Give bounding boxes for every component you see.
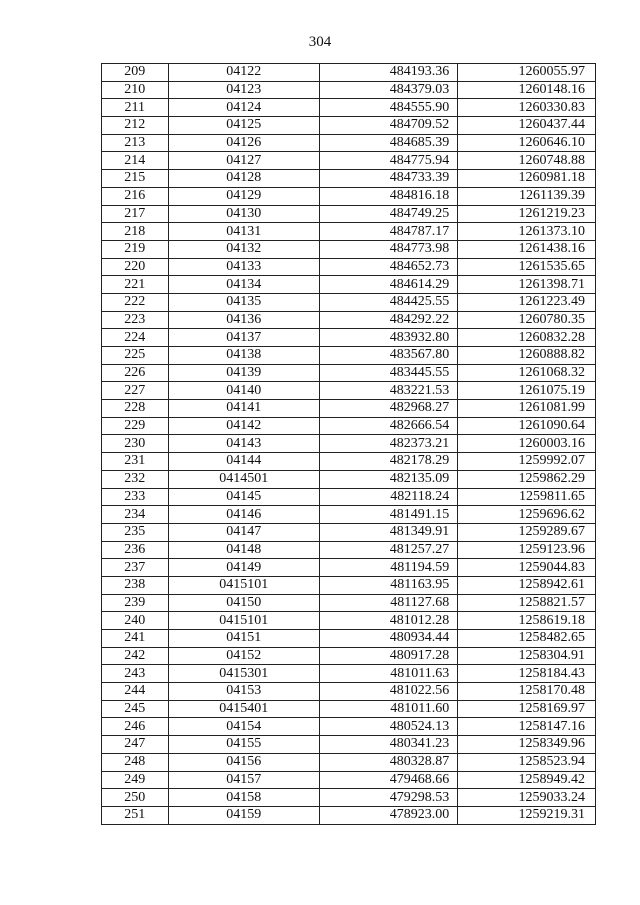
- y-coordinate-cell: 1260646.10: [458, 134, 596, 152]
- table-row: [102, 117, 596, 135]
- point-code-cell: 04125: [168, 117, 319, 135]
- point-code-cell: 04129: [168, 187, 319, 205]
- y-coordinate-cell: 1261090.64: [458, 417, 596, 435]
- x-coordinate-cell: 478923.00: [320, 806, 458, 824]
- table-row: [102, 753, 596, 771]
- y-coordinate-cell: 1260148.16: [458, 81, 596, 99]
- point-index-cell: 224: [102, 329, 169, 347]
- table-row: [102, 789, 596, 807]
- table-row: [102, 506, 596, 524]
- point-code-cell: 0415101: [168, 612, 319, 630]
- coordinates-table-body: [102, 64, 596, 825]
- x-coordinate-cell: 480341.23: [320, 736, 458, 754]
- point-index-cell: 233: [102, 488, 169, 506]
- point-index-cell: 209: [102, 64, 169, 82]
- point-index-cell: 239: [102, 594, 169, 612]
- y-coordinate-cell: 1260748.88: [458, 152, 596, 170]
- point-code-cell: 04126: [168, 134, 319, 152]
- point-index-cell: 222: [102, 293, 169, 311]
- point-index-cell: 245: [102, 700, 169, 718]
- point-code-cell: 04152: [168, 647, 319, 665]
- point-index-cell: 238: [102, 576, 169, 594]
- x-coordinate-cell: 483221.53: [320, 382, 458, 400]
- x-coordinate-cell: 484816.18: [320, 187, 458, 205]
- y-coordinate-cell: 1258523.94: [458, 753, 596, 771]
- point-code-cell: 0414501: [168, 470, 319, 488]
- point-code-cell: 04132: [168, 240, 319, 258]
- point-code-cell: 04158: [168, 789, 319, 807]
- table-row: [102, 417, 596, 435]
- y-coordinate-cell: 1260055.97: [458, 64, 596, 82]
- x-coordinate-cell: 484733.39: [320, 170, 458, 188]
- point-index-cell: 249: [102, 771, 169, 789]
- point-code-cell: 04123: [168, 81, 319, 99]
- y-coordinate-cell: 1259992.07: [458, 453, 596, 471]
- y-coordinate-cell: 1259219.31: [458, 806, 596, 824]
- table-row: [102, 718, 596, 736]
- x-coordinate-cell: 481011.63: [320, 665, 458, 683]
- point-code-cell: 04143: [168, 435, 319, 453]
- x-coordinate-cell: 480524.13: [320, 718, 458, 736]
- point-code-cell: 04140: [168, 382, 319, 400]
- point-index-cell: 234: [102, 506, 169, 524]
- point-index-cell: 250: [102, 789, 169, 807]
- x-coordinate-cell: 481022.56: [320, 683, 458, 701]
- y-coordinate-cell: 1261373.10: [458, 223, 596, 241]
- point-code-cell: 04128: [168, 170, 319, 188]
- point-code-cell: 04133: [168, 258, 319, 276]
- y-coordinate-cell: 1259044.83: [458, 559, 596, 577]
- x-coordinate-cell: 484193.36: [320, 64, 458, 82]
- point-index-cell: 236: [102, 541, 169, 559]
- x-coordinate-cell: 481011.60: [320, 700, 458, 718]
- x-coordinate-cell: 483932.80: [320, 329, 458, 347]
- y-coordinate-cell: 1260832.28: [458, 329, 596, 347]
- point-code-cell: 04137: [168, 329, 319, 347]
- table-row: [102, 64, 596, 82]
- y-coordinate-cell: 1258349.96: [458, 736, 596, 754]
- x-coordinate-cell: 482373.21: [320, 435, 458, 453]
- x-coordinate-cell: 484685.39: [320, 134, 458, 152]
- y-coordinate-cell: 1259123.96: [458, 541, 596, 559]
- point-code-cell: 04155: [168, 736, 319, 754]
- table-row: [102, 470, 596, 488]
- point-index-cell: 251: [102, 806, 169, 824]
- x-coordinate-cell: 484379.03: [320, 81, 458, 99]
- y-coordinate-cell: 1260888.82: [458, 347, 596, 365]
- point-index-cell: 218: [102, 223, 169, 241]
- point-index-cell: 248: [102, 753, 169, 771]
- x-coordinate-cell: 482118.24: [320, 488, 458, 506]
- y-coordinate-cell: 1258942.61: [458, 576, 596, 594]
- point-code-cell: 04122: [168, 64, 319, 82]
- y-coordinate-cell: 1261398.71: [458, 276, 596, 294]
- page-number: 304: [308, 34, 332, 50]
- x-coordinate-cell: 482178.29: [320, 453, 458, 471]
- y-coordinate-cell: 1260437.44: [458, 117, 596, 135]
- x-coordinate-cell: 479298.53: [320, 789, 458, 807]
- table-row: [102, 329, 596, 347]
- table-row: [102, 258, 596, 276]
- point-code-cell: 04124: [168, 99, 319, 117]
- point-index-cell: 214: [102, 152, 169, 170]
- point-code-cell: 04147: [168, 523, 319, 541]
- point-code-cell: 04142: [168, 417, 319, 435]
- table-row: [102, 205, 596, 223]
- y-coordinate-cell: 1260330.83: [458, 99, 596, 117]
- y-coordinate-cell: 1259862.29: [458, 470, 596, 488]
- point-code-cell: 04159: [168, 806, 319, 824]
- point-code-cell: 04146: [168, 506, 319, 524]
- table-row: [102, 134, 596, 152]
- point-index-cell: 228: [102, 400, 169, 418]
- point-code-cell: 04149: [168, 559, 319, 577]
- point-code-cell: 04134: [168, 276, 319, 294]
- x-coordinate-cell: 481491.15: [320, 506, 458, 524]
- table-row: [102, 311, 596, 329]
- point-code-cell: 0415401: [168, 700, 319, 718]
- point-index-cell: 225: [102, 347, 169, 365]
- table-row: [102, 594, 596, 612]
- point-index-cell: 211: [102, 99, 169, 117]
- point-index-cell: 242: [102, 647, 169, 665]
- point-index-cell: 210: [102, 81, 169, 99]
- x-coordinate-cell: 484555.90: [320, 99, 458, 117]
- table-row: [102, 364, 596, 382]
- x-coordinate-cell: 481349.91: [320, 523, 458, 541]
- x-coordinate-cell: 484749.25: [320, 205, 458, 223]
- table-row: [102, 435, 596, 453]
- table-row: [102, 400, 596, 418]
- point-code-cell: 04127: [168, 152, 319, 170]
- point-index-cell: 215: [102, 170, 169, 188]
- point-code-cell: 04141: [168, 400, 319, 418]
- point-code-cell: 04151: [168, 630, 319, 648]
- x-coordinate-cell: 480328.87: [320, 753, 458, 771]
- point-index-cell: 237: [102, 559, 169, 577]
- point-index-cell: 219: [102, 240, 169, 258]
- table-row: [102, 293, 596, 311]
- point-index-cell: 223: [102, 311, 169, 329]
- y-coordinate-cell: 1261139.39: [458, 187, 596, 205]
- point-index-cell: 232: [102, 470, 169, 488]
- coordinates-table: [101, 63, 596, 825]
- point-index-cell: 246: [102, 718, 169, 736]
- point-code-cell: 04150: [168, 594, 319, 612]
- y-coordinate-cell: 1259696.62: [458, 506, 596, 524]
- point-code-cell: 04135: [168, 293, 319, 311]
- y-coordinate-cell: 1261068.32: [458, 364, 596, 382]
- table-row: [102, 152, 596, 170]
- y-coordinate-cell: 1259033.24: [458, 789, 596, 807]
- y-coordinate-cell: 1261081.99: [458, 400, 596, 418]
- y-coordinate-cell: 1258821.57: [458, 594, 596, 612]
- point-index-cell: 243: [102, 665, 169, 683]
- point-code-cell: 04138: [168, 347, 319, 365]
- point-index-cell: 244: [102, 683, 169, 701]
- y-coordinate-cell: 1260003.16: [458, 435, 596, 453]
- point-code-cell: 04157: [168, 771, 319, 789]
- y-coordinate-cell: 1259811.65: [458, 488, 596, 506]
- x-coordinate-cell: 479468.66: [320, 771, 458, 789]
- y-coordinate-cell: 1258170.48: [458, 683, 596, 701]
- x-coordinate-cell: 481194.59: [320, 559, 458, 577]
- table-row: [102, 665, 596, 683]
- x-coordinate-cell: 484787.17: [320, 223, 458, 241]
- y-coordinate-cell: 1258169.97: [458, 700, 596, 718]
- point-index-cell: 212: [102, 117, 169, 135]
- y-coordinate-cell: 1261438.16: [458, 240, 596, 258]
- y-coordinate-cell: 1258304.91: [458, 647, 596, 665]
- point-code-cell: 04148: [168, 541, 319, 559]
- point-code-cell: 04154: [168, 718, 319, 736]
- y-coordinate-cell: 1261223.49: [458, 293, 596, 311]
- x-coordinate-cell: 480917.28: [320, 647, 458, 665]
- table-row: [102, 81, 596, 99]
- point-code-cell: 04156: [168, 753, 319, 771]
- x-coordinate-cell: 484709.52: [320, 117, 458, 135]
- point-index-cell: 235: [102, 523, 169, 541]
- x-coordinate-cell: 481012.28: [320, 612, 458, 630]
- y-coordinate-cell: 1258949.42: [458, 771, 596, 789]
- table-row: [102, 382, 596, 400]
- table-row: [102, 630, 596, 648]
- x-coordinate-cell: 484775.94: [320, 152, 458, 170]
- y-coordinate-cell: 1261219.23: [458, 205, 596, 223]
- x-coordinate-cell: 481127.68: [320, 594, 458, 612]
- point-index-cell: 231: [102, 453, 169, 471]
- y-coordinate-cell: 1258184.43: [458, 665, 596, 683]
- point-index-cell: 216: [102, 187, 169, 205]
- point-code-cell: 04130: [168, 205, 319, 223]
- point-index-cell: 240: [102, 612, 169, 630]
- y-coordinate-cell: 1260981.18: [458, 170, 596, 188]
- x-coordinate-cell: 480934.44: [320, 630, 458, 648]
- x-coordinate-cell: 484292.22: [320, 311, 458, 329]
- x-coordinate-cell: 482666.54: [320, 417, 458, 435]
- table-row: [102, 240, 596, 258]
- x-coordinate-cell: 483445.55: [320, 364, 458, 382]
- y-coordinate-cell: 1260780.35: [458, 311, 596, 329]
- y-coordinate-cell: 1258619.18: [458, 612, 596, 630]
- point-index-cell: 241: [102, 630, 169, 648]
- y-coordinate-cell: 1258147.16: [458, 718, 596, 736]
- table-row: [102, 99, 596, 117]
- x-coordinate-cell: 481257.27: [320, 541, 458, 559]
- table-row: [102, 347, 596, 365]
- point-index-cell: 247: [102, 736, 169, 754]
- point-code-cell: 04145: [168, 488, 319, 506]
- table-row: [102, 736, 596, 754]
- y-coordinate-cell: 1259289.67: [458, 523, 596, 541]
- table-row: [102, 187, 596, 205]
- x-coordinate-cell: 483567.80: [320, 347, 458, 365]
- table-row: [102, 523, 596, 541]
- table-row: [102, 806, 596, 824]
- point-code-cell: 04136: [168, 311, 319, 329]
- y-coordinate-cell: 1258482.65: [458, 630, 596, 648]
- point-code-cell: 04131: [168, 223, 319, 241]
- point-code-cell: 0415301: [168, 665, 319, 683]
- point-index-cell: 221: [102, 276, 169, 294]
- point-index-cell: 217: [102, 205, 169, 223]
- x-coordinate-cell: 484614.29: [320, 276, 458, 294]
- table-row: [102, 453, 596, 471]
- table-row: [102, 559, 596, 577]
- table-row: [102, 700, 596, 718]
- y-coordinate-cell: 1261535.65: [458, 258, 596, 276]
- table-row: [102, 576, 596, 594]
- table-row: [102, 541, 596, 559]
- point-code-cell: 04144: [168, 453, 319, 471]
- table-row: [102, 488, 596, 506]
- x-coordinate-cell: 484773.98: [320, 240, 458, 258]
- table-row: [102, 170, 596, 188]
- table-row: [102, 612, 596, 630]
- point-index-cell: 226: [102, 364, 169, 382]
- table-row: [102, 683, 596, 701]
- table-row: [102, 276, 596, 294]
- point-index-cell: 230: [102, 435, 169, 453]
- point-index-cell: 227: [102, 382, 169, 400]
- table-row: [102, 223, 596, 241]
- table-row: [102, 647, 596, 665]
- x-coordinate-cell: 481163.95: [320, 576, 458, 594]
- x-coordinate-cell: 484652.73: [320, 258, 458, 276]
- point-index-cell: 220: [102, 258, 169, 276]
- x-coordinate-cell: 482135.09: [320, 470, 458, 488]
- x-coordinate-cell: 482968.27: [320, 400, 458, 418]
- x-coordinate-cell: 484425.55: [320, 293, 458, 311]
- point-index-cell: 229: [102, 417, 169, 435]
- point-code-cell: 0415101: [168, 576, 319, 594]
- point-index-cell: 213: [102, 134, 169, 152]
- table-row: [102, 771, 596, 789]
- point-code-cell: 04153: [168, 683, 319, 701]
- y-coordinate-cell: 1261075.19: [458, 382, 596, 400]
- point-code-cell: 04139: [168, 364, 319, 382]
